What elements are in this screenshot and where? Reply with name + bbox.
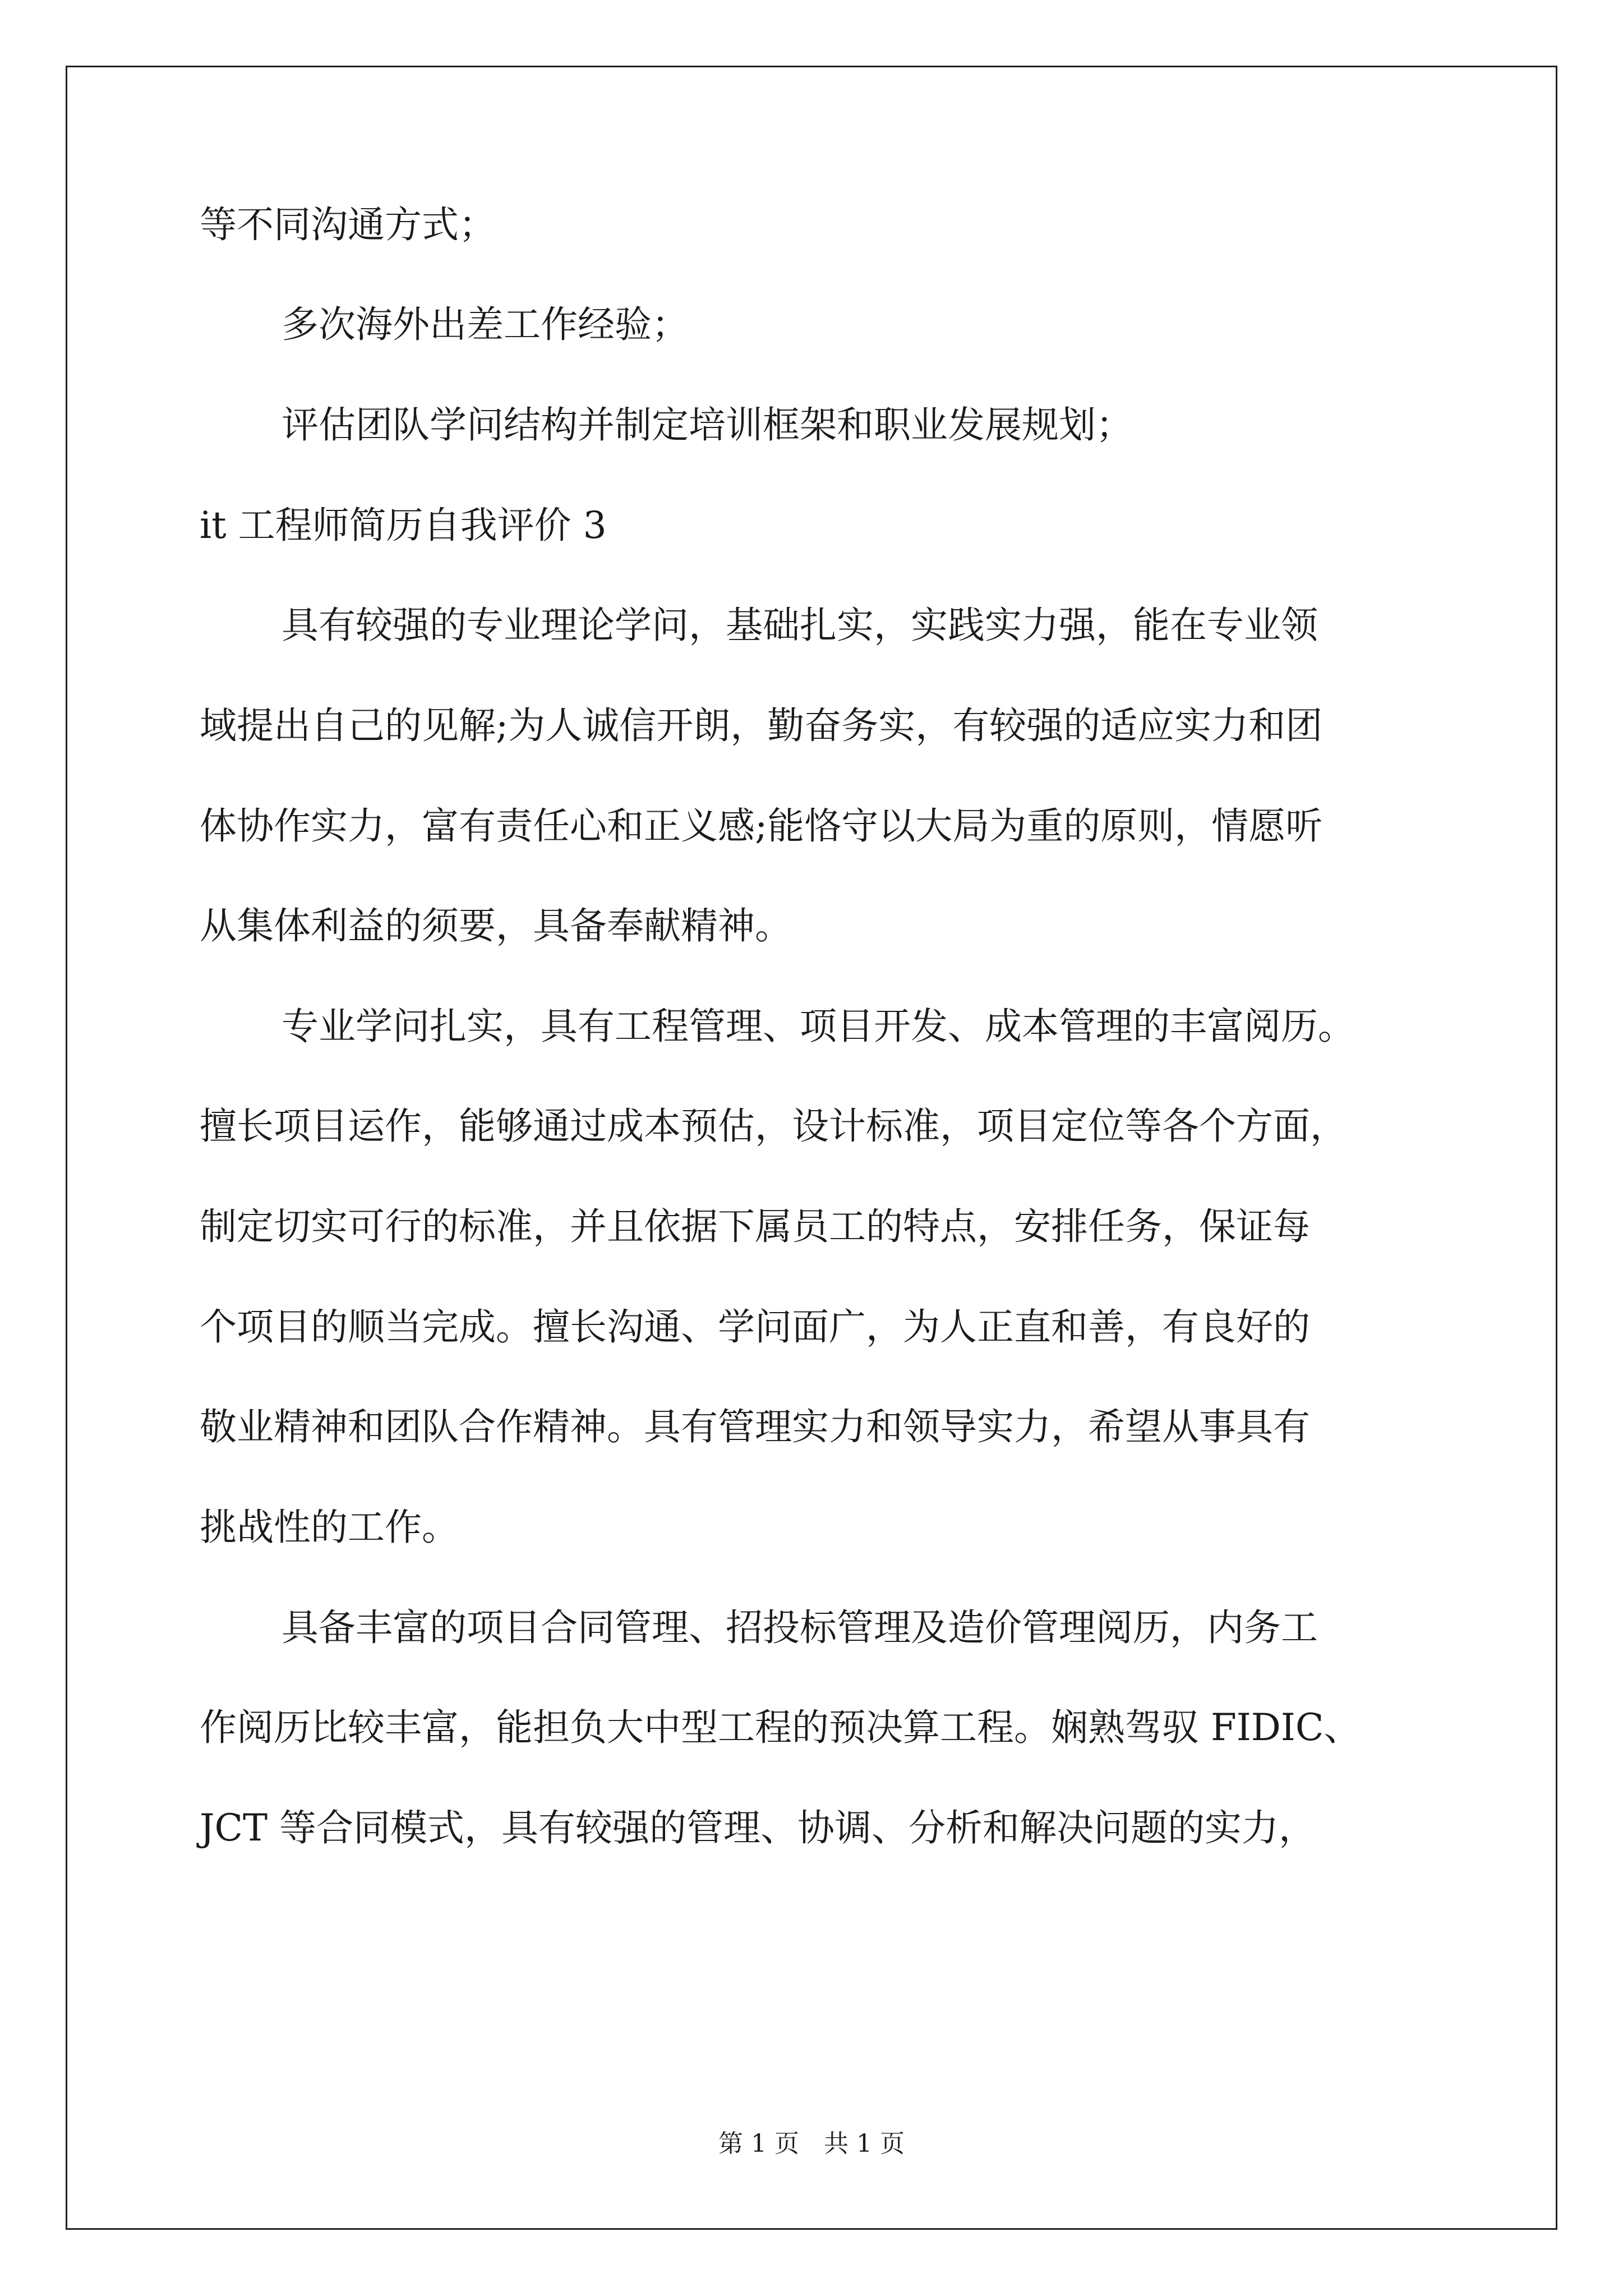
text-line: 擅长项目运作，能够通过成本预估，设计标准，项目定位等各个方面， — [200, 1105, 1347, 1148]
text-line: 域提出自己的见解;为人诚信开朗，勤奋务实，有较强的适应实力和团 — [200, 704, 1323, 747]
text-line: 敬业精神和团队合作精神。具有管理实力和领导实力，希望从事具有 — [200, 1405, 1310, 1448]
text-line: 具备丰富的项目合同管理、招投标管理及造价管理阅历，内务工 — [282, 1606, 1318, 1649]
text-line: 从集体利益的须要，具备奉献精神。 — [200, 904, 792, 947]
text-line: JCT 等合同模式，具有较强的管理、协调、分析和解决问题的实力， — [200, 1806, 1316, 1849]
text-line: 评估团队学问结构并制定培训框架和职业发展规划； — [282, 403, 1133, 447]
text-line: 体协作实力，富有责任心和正义感;能恪守以大局为重的原则，情愿听 — [200, 804, 1323, 848]
text-line: 个项目的顺当完成。擅长沟通、学问面广，为人正直和善，有良好的 — [200, 1305, 1310, 1349]
text-line: 等不同沟通方式； — [200, 203, 496, 246]
page-border — [66, 66, 1557, 2230]
page-number: 第 1 页 共 1 页 — [718, 2129, 905, 2158]
text-line: 多次海外出差工作经验； — [282, 303, 689, 346]
text-line: 具有较强的专业理论学问，基础扎实，实践实力强，能在专业领 — [282, 604, 1318, 647]
text-line: 制定切实可行的标准，并且依据下属员工的特点，安排任务，保证每 — [200, 1205, 1310, 1248]
text-line: 挑战性的工作。 — [200, 1506, 459, 1549]
text-line: 作阅历比较丰富，能担负大中型工程的预决算工程。娴熟驾驭 FIDIC、 — [200, 1706, 1361, 1749]
section-heading: it 工程师简历自我评价 3 — [200, 504, 607, 547]
text-line: 专业学问扎实，具有工程管理、项目开发、成本管理的丰富阅历。 — [282, 1005, 1355, 1048]
